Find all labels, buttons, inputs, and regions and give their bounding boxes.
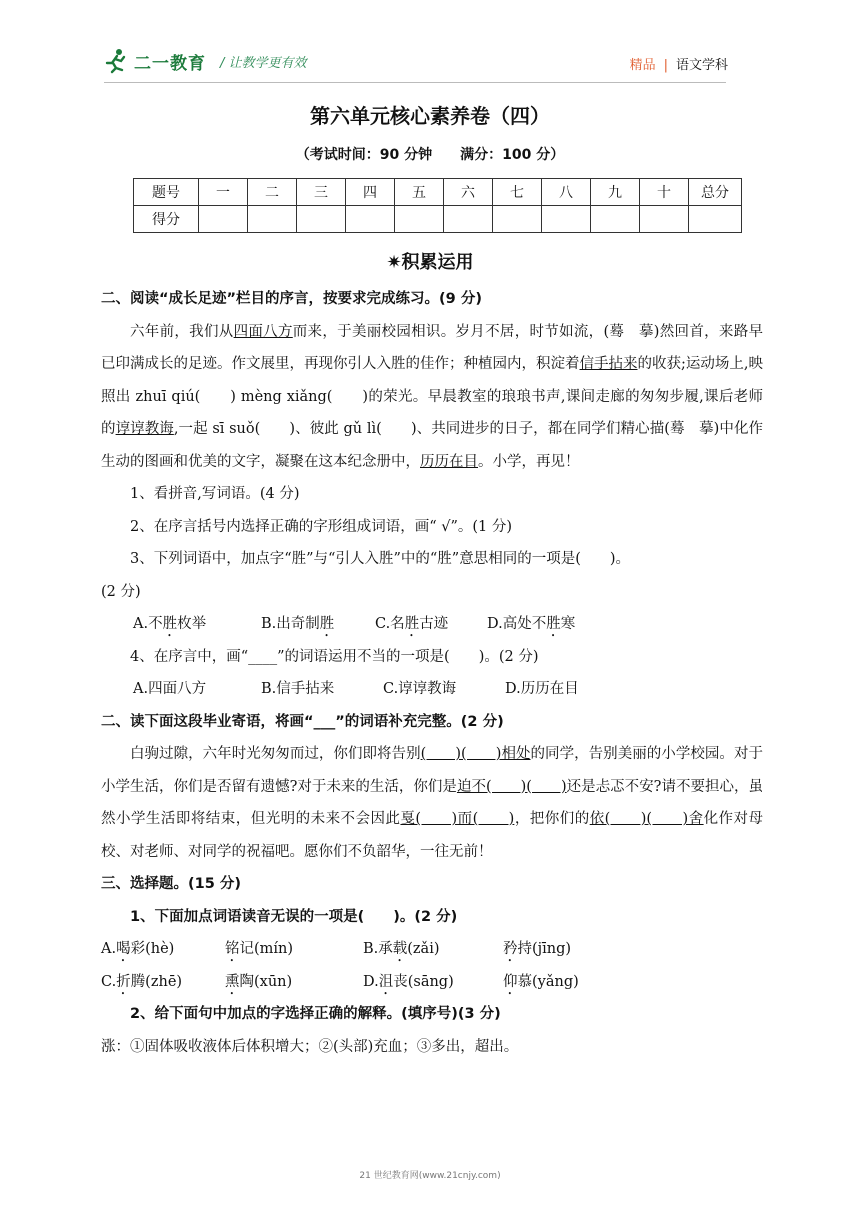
dotted-char: 熏 <box>225 973 240 990</box>
dotted-char: 胜 <box>546 616 561 632</box>
option[interactable] <box>225 966 363 999</box>
option[interactable]: D.历历在目 <box>505 681 579 697</box>
score-input-cell[interactable] <box>248 206 297 233</box>
sub-question-score: (2 分) <box>101 583 141 600</box>
text-run: 古迹 <box>419 616 449 632</box>
text-run: 六年前，我们从 <box>130 323 234 340</box>
text-run: 记(mín) <box>239 941 294 957</box>
sub-question: 3、下列词语中，加点字“胜”与“引人入胜”中的“胜”意思相同的一项是( )。 <box>130 551 631 567</box>
question-heading: 三、选择题。(15 分) <box>101 876 241 892</box>
text-run: D. <box>363 973 379 990</box>
fill-blank[interactable]: 戛( )而( ) <box>400 811 515 827</box>
text-run: 而来，于美丽校园相识。岁月不居，时节如流，(蓦 摹)然回首，来路早已印满成长的足迹。作文展里，再现你引人入胜的佳作；种植园内，积淀着 <box>101 323 764 372</box>
dotted-char: 折 <box>116 973 131 990</box>
dotted-char: 喝 <box>116 941 131 957</box>
score-input-cell[interactable] <box>542 206 591 233</box>
option[interactable] <box>225 933 363 966</box>
text-run: 丧(sāng) <box>393 973 454 990</box>
score-input-cell[interactable] <box>689 206 742 233</box>
definition-line: 涨：①固体吸收液体后体积增大；②(头部)充血；③多出，超出。 <box>101 1038 519 1055</box>
dotted-char: 载 <box>392 941 408 957</box>
score-input-cell[interactable] <box>199 206 248 233</box>
fill-blank[interactable]: 依( )( )舍 <box>589 811 704 827</box>
question-heading: 二、阅读“成长足迹”栏目的序言，按要求完成练习。(9 分) <box>101 291 482 307</box>
option[interactable] <box>261 608 375 641</box>
underlined-phrase: 信手拈来 <box>579 356 638 372</box>
score-input-cell[interactable] <box>493 206 542 233</box>
text-run: 腾(zhē) <box>130 973 183 990</box>
dotted-char: 仰 <box>503 973 518 990</box>
dotted-char: 胜 <box>162 616 178 632</box>
option[interactable] <box>503 966 579 999</box>
text-run: ，把你们的 <box>514 811 590 827</box>
brand-slogan: / 让教学更有效 <box>220 55 307 71</box>
fill-blank[interactable]: 迫不( )( ) <box>456 778 567 795</box>
option[interactable] <box>363 933 503 966</box>
score-table-header-row <box>134 179 742 206</box>
runner-logo-icon <box>104 48 130 74</box>
table-cell: 七 <box>493 179 542 206</box>
text-run: (zǎi) <box>407 941 440 957</box>
option-row <box>101 608 763 641</box>
table-cell: 三 <box>297 179 346 206</box>
logo <box>104 48 307 74</box>
option[interactable] <box>503 933 571 966</box>
header-subject <box>630 54 728 73</box>
text-run: A.不 <box>133 616 163 632</box>
table-cell: 得分 <box>134 206 199 233</box>
option[interactable] <box>487 608 575 641</box>
brand-name: 二一教育 <box>134 53 206 74</box>
score-table-score-row <box>134 206 742 233</box>
option-row <box>101 673 763 706</box>
preface-paragraph <box>101 316 763 479</box>
text-run: 的同学，告别美丽的小学校园。对于小学生活，你们是否留有遗憾?对于未来的生活，你们是 <box>101 746 763 795</box>
question-heading: 二、读下面这段毕业寄语，将画“___”的词语补充完整。(2 分) <box>101 713 504 730</box>
table-cell: 六 <box>444 179 493 206</box>
sub-question: 1、看拼音,写词语。(4 分) <box>130 486 300 502</box>
header-divider <box>104 82 726 83</box>
page-footer: 21 世纪教育网(www.21cnjy.com) <box>359 1171 501 1181</box>
page-title: 第六单元核心素养卷（四） <box>310 104 550 128</box>
score-input-cell[interactable] <box>297 206 346 233</box>
dotted-char: 沮 <box>378 973 394 990</box>
dotted-char: 矜 <box>503 941 518 957</box>
text-run: 寒 <box>560 616 576 632</box>
sub-question: 1、下面加点词语读音无误的一项是( )。(2 分) <box>130 908 458 925</box>
dotted-char: 铭 <box>225 941 240 957</box>
underlined-phrase: 谆谆教诲 <box>115 421 174 437</box>
score-input-cell[interactable] <box>444 206 493 233</box>
dotted-char: 胜 <box>319 616 335 632</box>
table-cell: 一 <box>199 179 248 206</box>
score-input-cell[interactable] <box>640 206 689 233</box>
table-cell: 四 <box>346 179 395 206</box>
option[interactable]: C.谆谆教诲 <box>383 681 457 697</box>
table-cell: 九 <box>591 179 640 206</box>
sub-question: 4、在序言中，画“____”的词语运用不当的一项是( )。(2 分) <box>130 648 539 665</box>
underlined-phrase: 四面八方 <box>233 323 293 340</box>
text-run: B.出奇制 <box>261 616 320 632</box>
sub-question: 2、给下面句中加点的字选择正确的解释。(填序号)(3 分) <box>130 1006 501 1022</box>
text-run: 慕(yǎng) <box>517 973 579 990</box>
option[interactable] <box>375 608 487 641</box>
text-run: C. <box>101 973 117 990</box>
text-run: 持(jīng) <box>517 941 572 957</box>
text-run: 白驹过隙，六年时光匆匆而过，你们即将告别 <box>130 746 421 762</box>
table-cell: 题号 <box>134 179 199 206</box>
score-input-cell[interactable] <box>395 206 444 233</box>
page-header <box>104 48 728 82</box>
quality-tag: 精品 <box>629 58 656 73</box>
text-run: 的收获;运动场上,映照出 zhuī qiú( ) mèng xiǎng( )的荣光。早晨教室的琅琅书声,课间走廊的匆匆步履,课后老师的 <box>101 356 763 437</box>
text-run: 还是忐忑不安?请不要担心，虽然小学生活即将结束，但光明的未来不会因此 <box>101 778 763 827</box>
table-cell: 八 <box>542 179 591 206</box>
subject-label: 语文学科 <box>675 58 728 73</box>
sub-question: 2、在序言括号内选择正确的字形组成词语，画“ √”。(1 分) <box>130 518 513 535</box>
text-run: C.名 <box>375 616 405 632</box>
text-run: D.高处不 <box>487 616 547 632</box>
text-run: 。小学，再见！ <box>478 453 580 470</box>
exam-content <box>101 283 763 1063</box>
option-row <box>101 933 763 966</box>
table-cell: 五 <box>395 179 444 206</box>
exam-info <box>0 144 860 164</box>
text-run: A. <box>101 941 117 957</box>
header-separator: | <box>663 58 668 73</box>
text-run: 枚举 <box>177 616 207 632</box>
text-run: 陶(xūn) <box>239 973 293 990</box>
underlined-phrase: 历历在目 <box>420 453 478 470</box>
option[interactable]: A.四面八方 <box>133 681 207 697</box>
text-run: 彩(hè) <box>130 941 175 957</box>
option[interactable] <box>363 966 503 999</box>
option[interactable] <box>133 608 261 641</box>
text-run: 化作对母校、对老师、对同学的祝福吧。愿你们不负韶华，一往无前！ <box>101 811 763 860</box>
farewell-paragraph <box>101 738 763 868</box>
fill-blank[interactable]: ( )( )相处 <box>420 746 531 762</box>
option-row <box>101 966 763 999</box>
score-input-cell[interactable] <box>591 206 640 233</box>
table-cell: 总分 <box>689 179 742 206</box>
option[interactable] <box>101 966 225 999</box>
option[interactable] <box>101 933 225 966</box>
score-table <box>133 178 742 233</box>
score-input-cell[interactable] <box>346 206 395 233</box>
text-run: ,一起 sī suǒ( )、彼此 gǔ lì( )、共同进步的日子，都在同学们精心描(蓦 摹)中化作生动的图画和优美的文字，凝聚在这本纪念册中， <box>101 421 764 470</box>
exam-full-score: 满分：100 分） <box>460 147 565 163</box>
option[interactable]: B.信手拈来 <box>261 681 335 697</box>
section-title: ✷积累运用 <box>386 252 474 273</box>
exam-time: （考试时间：90 分钟 <box>295 147 433 163</box>
text-run: B.承 <box>363 941 393 957</box>
table-cell: 十 <box>640 179 689 206</box>
table-cell: 二 <box>248 179 297 206</box>
dotted-char: 胜 <box>404 616 420 632</box>
